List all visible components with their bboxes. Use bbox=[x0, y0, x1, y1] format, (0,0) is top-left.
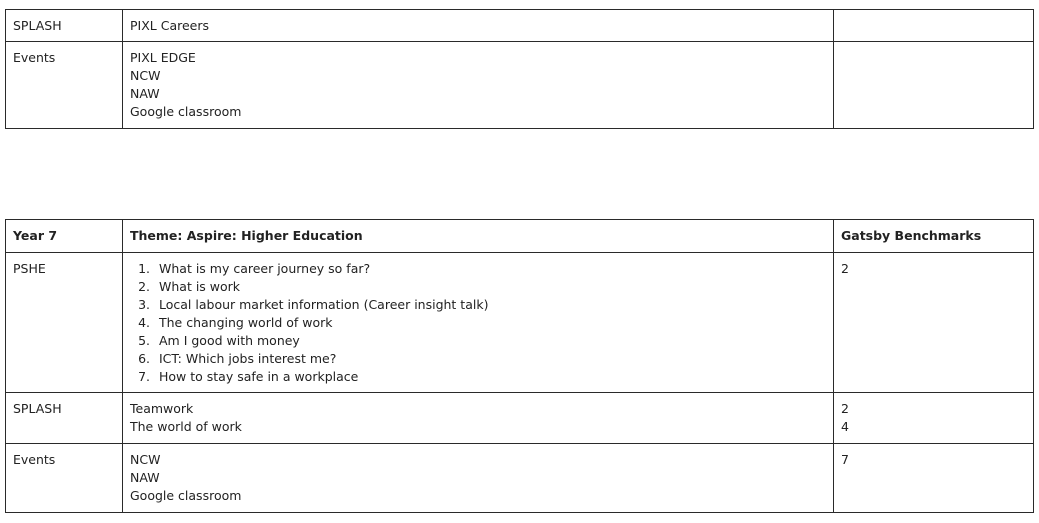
benchmark-cell bbox=[834, 444, 1034, 513]
benchmark-value: 2 bbox=[841, 261, 849, 276]
benchmark-cell bbox=[834, 253, 1034, 393]
header-benchmarks: Gatsby Benchmarks bbox=[834, 220, 1034, 253]
benchmark-cell bbox=[834, 10, 1034, 42]
content-cell bbox=[123, 42, 834, 129]
list-item: 2. What is work bbox=[154, 278, 826, 296]
content-line: Teamwork bbox=[130, 401, 194, 416]
content-cell bbox=[123, 253, 834, 393]
table-row-pshe bbox=[6, 253, 1034, 393]
content-line: NAW bbox=[130, 86, 160, 101]
benchmark-cell bbox=[834, 393, 1034, 444]
table-row bbox=[6, 42, 1034, 129]
benchmark-value: 7 bbox=[841, 452, 849, 467]
header-theme: Theme: Aspire: Higher Education bbox=[123, 220, 834, 253]
list-item: 6. ICT: Which jobs interest me? bbox=[154, 350, 826, 368]
list-item: 5. Am I good with money bbox=[154, 332, 826, 350]
table-row-splash bbox=[6, 393, 1034, 444]
row-label: PSHE bbox=[13, 261, 46, 276]
header-year: Year 7 bbox=[6, 220, 123, 253]
content-cell bbox=[123, 444, 834, 513]
row-label-cell bbox=[6, 393, 123, 444]
pshe-topic-list bbox=[130, 260, 826, 386]
row-label-cell bbox=[6, 253, 123, 393]
content-cell bbox=[123, 393, 834, 444]
table-row-events bbox=[6, 444, 1034, 513]
benchmark-value: 4 bbox=[841, 419, 849, 434]
careers-table-year7 bbox=[5, 219, 1034, 513]
table-header-row bbox=[6, 220, 1034, 253]
row-label-cell bbox=[6, 42, 123, 129]
content-line: Google classroom bbox=[130, 104, 242, 119]
row-label-cell bbox=[6, 10, 123, 42]
benchmark-cell bbox=[834, 42, 1034, 129]
table-row bbox=[6, 10, 1034, 42]
content-line: PIXL EDGE bbox=[130, 50, 196, 65]
content-cell bbox=[123, 10, 834, 42]
row-label: SPLASH bbox=[13, 18, 62, 33]
list-item: 4. The changing world of work bbox=[154, 314, 826, 332]
benchmark-value: 2 bbox=[841, 401, 849, 416]
list-item: 7. How to stay safe in a workplace bbox=[154, 368, 826, 386]
careers-table-top bbox=[5, 9, 1034, 129]
content-line: Google classroom bbox=[130, 488, 242, 503]
row-label-cell bbox=[6, 444, 123, 513]
row-label: SPLASH bbox=[13, 401, 62, 416]
content-line: NCW bbox=[130, 68, 161, 83]
content-line: The world of work bbox=[130, 419, 242, 434]
content-line: PIXL Careers bbox=[130, 18, 210, 33]
content-line: NCW bbox=[130, 452, 161, 467]
content-line: NAW bbox=[130, 470, 160, 485]
row-label: Events bbox=[13, 452, 56, 467]
list-item: 1. What is my career journey so far? bbox=[154, 260, 826, 278]
list-item: 3. Local labour market information (Career insight talk) bbox=[154, 296, 826, 314]
row-label: Events bbox=[13, 50, 56, 65]
